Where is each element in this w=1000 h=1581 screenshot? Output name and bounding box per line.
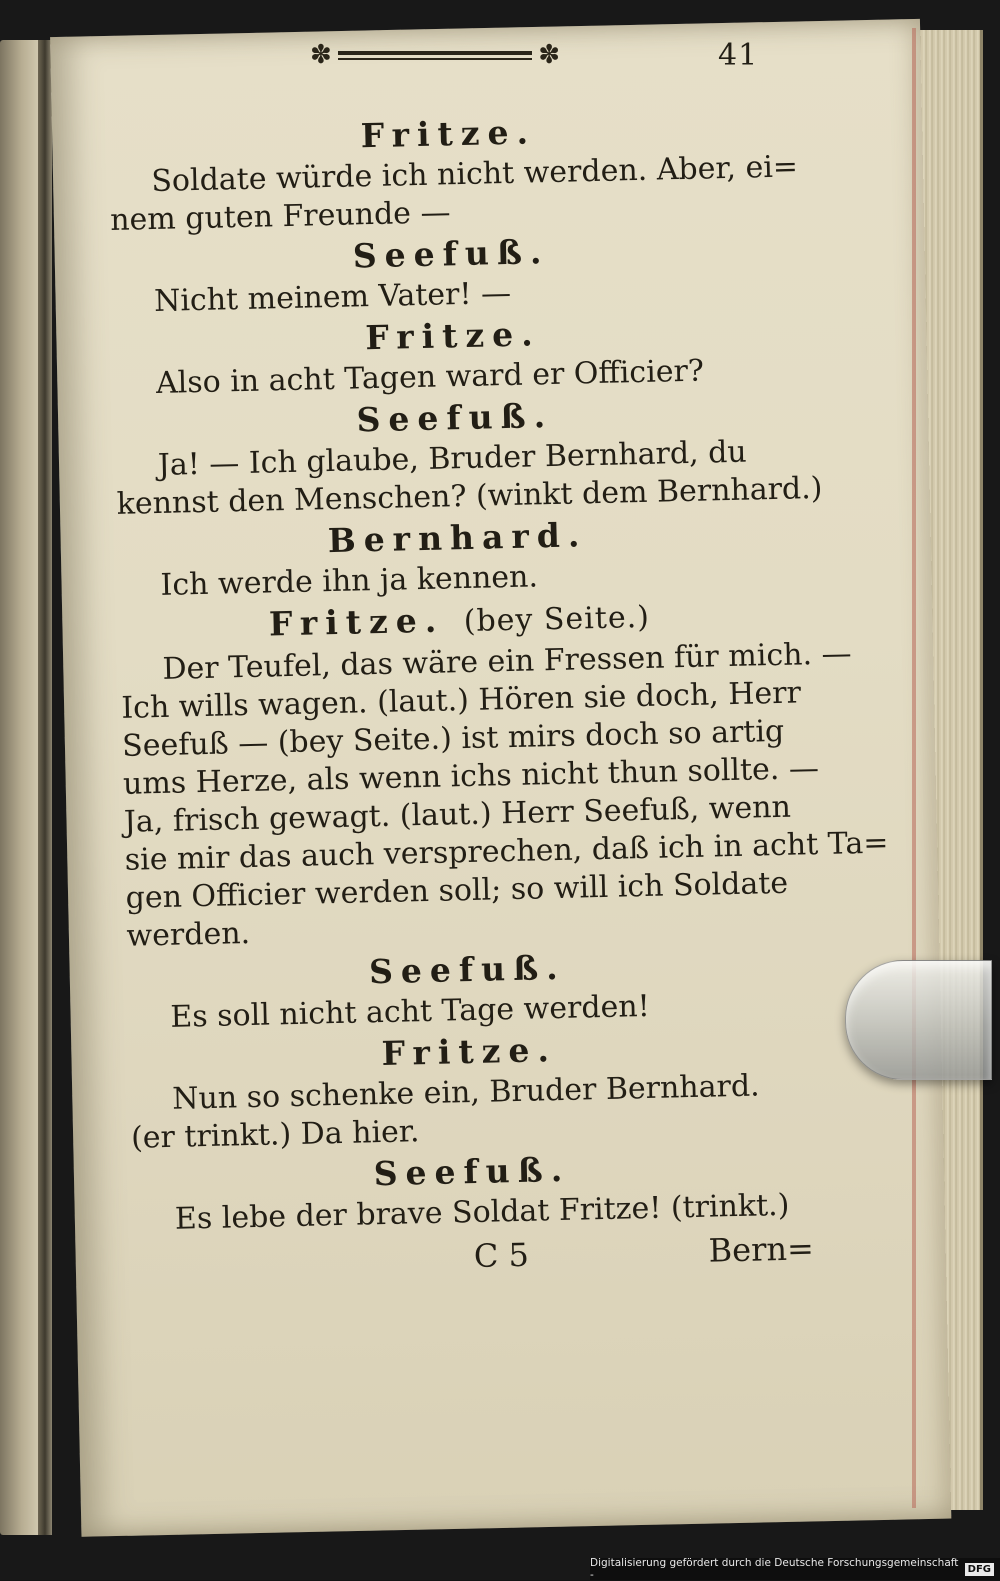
- page-number: 41: [718, 38, 759, 73]
- text-line: Ich werde ihn ja kennen.: [160, 559, 539, 603]
- text-line: Ich wills wagen. (laut.) Hören sie doch, Herr: [120, 675, 802, 726]
- text-line: ums Herze, als wenn ichs nicht thun sollte. —: [122, 751, 820, 802]
- red-page-edge: [912, 28, 916, 1508]
- book-gutter: [38, 40, 52, 1535]
- text-line: Ja! — Ich glaube, Bruder Bernhard, du: [157, 434, 748, 483]
- text-line: Es lebe der brave Soldat Fritze! (trinkt.): [174, 1187, 790, 1237]
- left-ornament-icon: ✽: [310, 40, 332, 70]
- text-line: Soldate würde ich nicht werden. Aber, ei=: [151, 149, 799, 200]
- header-rule: [338, 51, 532, 60]
- speaker-label: Seefuß.: [356, 395, 554, 440]
- text-line: (er trinkt.) Da hier.: [130, 1114, 420, 1156]
- text-line: sie mir das auch versprechen, daß ich in acht Ta=: [124, 825, 889, 878]
- speaker-label: Seefuß.: [368, 947, 567, 992]
- right-ornament-icon: ✽: [538, 40, 560, 70]
- text-line: nem guten Freunde —: [109, 195, 451, 238]
- text-line: kennst den Menschen? (winkt dem Bernhard.): [116, 470, 823, 522]
- text-line: Nicht meinem Vater! —: [153, 275, 512, 319]
- text-line: Seefuß — (bey Seite.) ist mirs doch so artig: [121, 713, 785, 764]
- page-header-ornament: [310, 40, 560, 70]
- speaker-label: Fritze.: [364, 314, 542, 358]
- text-line: Also in acht Tagen ward er Officier?: [155, 353, 705, 401]
- speaker-label: Seefuß.: [352, 232, 550, 276]
- footer-credit-bar: [590, 1558, 1000, 1580]
- dfg-logo: DFG: [965, 1563, 994, 1576]
- text-line: Ja, frisch gewagt. (laut.) Herr Seefuß, wenn: [123, 789, 792, 840]
- text-line: Nun so schenke ein, Bruder Bernhard.: [171, 1068, 761, 1117]
- text-line: gen Officier werden soll; so will ich Soldate: [125, 865, 789, 916]
- speaker-label: Fritze.: [268, 600, 445, 644]
- signature-mark: C 5: [473, 1235, 530, 1275]
- page-text: [108, 105, 889, 1286]
- catchword: Bern=: [708, 1229, 815, 1270]
- speaker-label: Seefuß.: [373, 1149, 571, 1194]
- speaker-label: Fritze.: [360, 112, 537, 156]
- text-line: werden.: [126, 915, 251, 954]
- speaker-label: Fritze.: [381, 1030, 558, 1074]
- text-line: Der Teufel, das wäre ein Fressen für mich. —: [162, 636, 852, 687]
- stage-direction: (bey Seite.): [463, 599, 651, 640]
- speaker-label: Bernhard.: [327, 515, 588, 561]
- text-line: Es soll nicht acht Tage werden!: [169, 988, 651, 1035]
- footer-credit-text: Digitalisierung gefördert durch die Deutsche Forschungsgemeinschaft -: [590, 1557, 959, 1581]
- page-clip: [845, 960, 992, 1080]
